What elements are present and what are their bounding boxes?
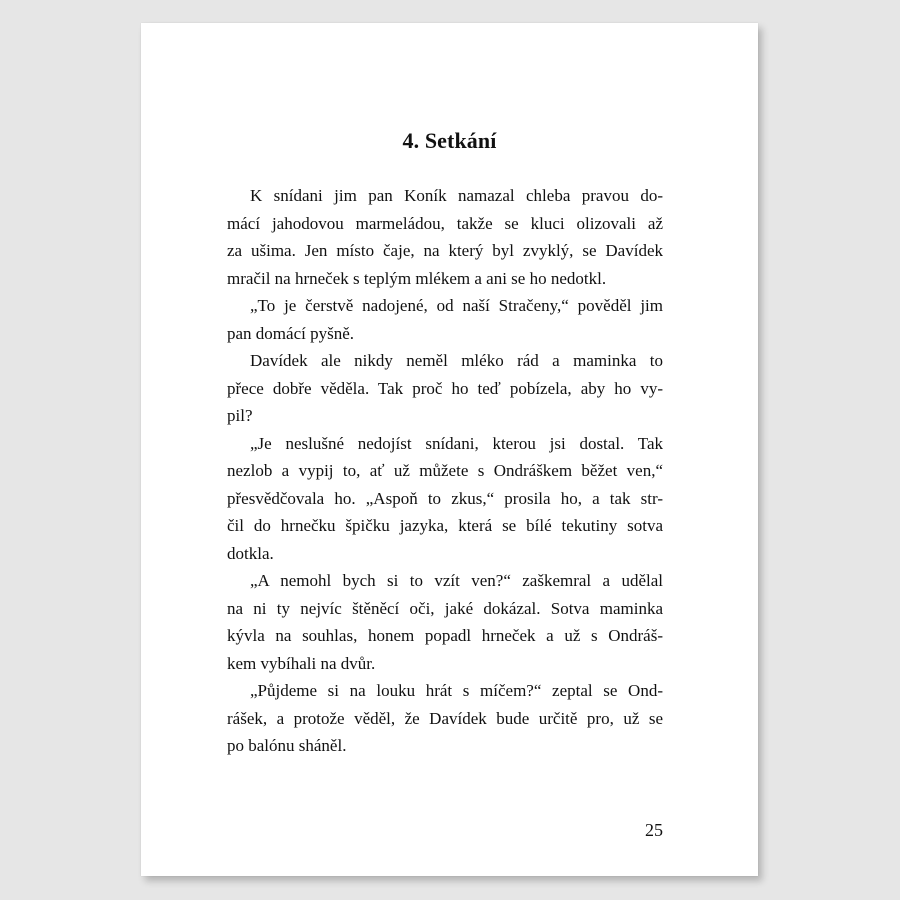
text-line: dotkla. bbox=[227, 543, 274, 563]
text-line: mácí jahodovou marmeládou, takže se kluci olizovali až bbox=[227, 213, 663, 233]
page-number: 25 bbox=[645, 820, 663, 840]
text-line: na ni ty nejvíc štěněcí oči, jaké dokázal. Sotva maminka bbox=[227, 598, 663, 618]
chapter-title: 4. Setkání bbox=[402, 128, 497, 153]
text-line: „A nemohl bych si to vzít ven?“ zaškemral a udělal bbox=[250, 571, 663, 590]
text-line: „Je neslušné nedojíst snídani, kterou jsi dostal. Tak bbox=[250, 433, 663, 453]
text-line: kývla na souhlas, honem popadl hrneček a už s Ondráš- bbox=[227, 626, 663, 645]
text-line: po balónu sháněl. bbox=[227, 736, 347, 755]
text-line: za ušima. Jen místo čaje, na který byl zvyklý, se Davídek bbox=[227, 241, 663, 260]
text-line: Davídek ale nikdy neměl mléko rád a maminka to bbox=[250, 351, 663, 370]
text-line: pil? bbox=[227, 406, 253, 425]
text-line: přece dobře věděla. Tak proč ho teď pobízela, aby ho vy- bbox=[227, 378, 663, 398]
text-line: přesvědčovala ho. „Aspoň to zkus,“ prosila ho, a tak str- bbox=[227, 488, 663, 508]
text-line: rášek, a protože věděl, že Davídek bude určitě pro, už se bbox=[227, 708, 663, 728]
text-line: „To je čerstvě nadojené, od naší Stračeny,“ pověděl jim bbox=[250, 296, 663, 315]
body-text bbox=[227, 182, 663, 760]
text-line: K snídani jim pan Koník namazal chleba pravou do- bbox=[250, 186, 663, 205]
text-line: kem vybíhali na dvůr. bbox=[227, 653, 376, 673]
text-line: „Půjdeme si na louku hrát s míčem?“ zeptal se Ond- bbox=[250, 681, 663, 700]
text-line: čil do hrnečku špičku jazyka, která se bílé tekutiny sotva bbox=[227, 516, 663, 535]
text-line: mračil na hrneček s teplým mlékem a ani se ho nedotkl. bbox=[227, 268, 607, 288]
book-page bbox=[141, 23, 758, 876]
text-line: pan domácí pyšně. bbox=[227, 323, 354, 343]
text-line: nezlob a vypij to, ať už můžete s Ondráškem běžet ven,“ bbox=[227, 461, 663, 480]
